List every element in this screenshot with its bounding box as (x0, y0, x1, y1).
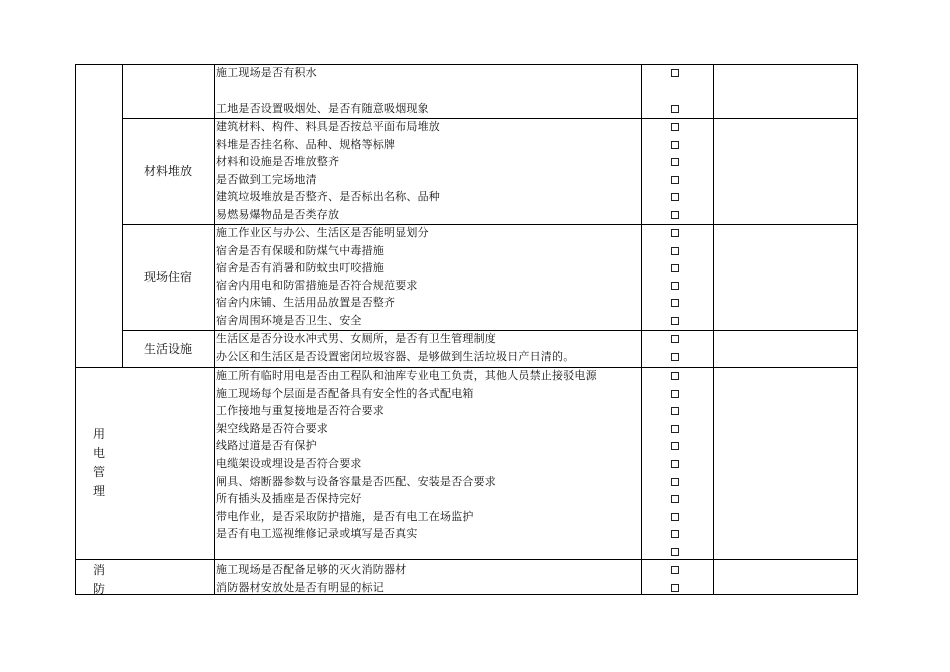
checklist-item: 工地是否设置吸烟处、是否有随意吸烟现象 (216, 102, 429, 115)
checklist-item: 电缆架设或埋设是否符合要求 (216, 457, 362, 470)
check-box[interactable] (671, 247, 679, 255)
check-box[interactable] (671, 211, 679, 219)
check-box[interactable] (671, 442, 679, 450)
subcategory-label: 材料堆放 (143, 164, 192, 178)
checklist-item: 宿舍内床铺、生活用品放置是否整齐 (216, 296, 396, 310)
check-box[interactable] (671, 495, 679, 503)
checklist-item: 建筑垃圾堆放是否整齐、是否标出名称、品种 (216, 190, 440, 204)
row-divider (122, 224, 858, 225)
check-box[interactable] (671, 176, 679, 184)
check-box[interactable] (671, 69, 679, 77)
checklist-item: 施工作业区与办公、生活区是否能明显划分 (216, 226, 429, 239)
check-box[interactable] (671, 407, 679, 415)
row-divider (75, 367, 858, 368)
column-divider (122, 64, 123, 367)
check-box[interactable] (671, 566, 679, 574)
category-label: 用电管理 (93, 427, 106, 498)
check-box[interactable] (671, 282, 679, 290)
checklist-item: 宿舍是否有保暖和防煤气中毒措施 (216, 243, 384, 257)
checklist-item: 施工所有临时用电是否由工程队和油库专业电工负责，其他人员禁止接驳电源 (216, 369, 597, 382)
checklist-item: 施工现场是否配备足够的灭火消防器材 (216, 563, 407, 576)
row-divider (122, 118, 858, 119)
checklist-item: 生活区是否分设水冲式男、女厕所，是否有卫生管理制度 (216, 332, 496, 345)
check-box[interactable] (671, 390, 679, 398)
checklist-item: 消防器材安放处是否有明显的标记 (216, 581, 384, 594)
category-label: 消防 (93, 563, 106, 596)
check-box[interactable] (671, 158, 679, 166)
checklist-item: 建筑材料、构件、料具是否按总平面布局堆放 (216, 120, 440, 133)
checklist-item: 所有插头及插座是否保持完好 (216, 492, 362, 506)
check-box[interactable] (671, 460, 679, 468)
checklist-item: 是否做到工完场地清 (216, 172, 317, 186)
row-divider (75, 559, 858, 560)
checklist-item: 架空线路是否符合要求 (216, 421, 328, 435)
checklist-item: 宿舍周围环境是否卫生、安全 (216, 314, 362, 327)
checklist-item: 施工现场每个层面是否配备具有安全性的各式配电箱 (216, 386, 474, 400)
check-box[interactable] (671, 193, 679, 201)
check-box[interactable] (671, 530, 679, 538)
checklist-item: 易燃易爆物品是否类存放 (216, 208, 340, 221)
check-box[interactable] (671, 372, 679, 380)
check-box[interactable] (671, 264, 679, 272)
checklist-item: 宿舍是否有消暑和防蚊虫叮咬措施 (216, 261, 384, 275)
checklist-item: 线路过道是否有保护 (216, 439, 317, 453)
checklist-item: 工作接地与重复接地是否符合要求 (216, 404, 384, 418)
checklist-item: 带电作业，是否采取防护措施，是否有电工在场监护 (216, 509, 474, 523)
checklist-item: 闸具、熔断器参数与设备容量是否匹配、安装是否合要求 (216, 474, 496, 488)
check-box[interactable] (671, 513, 679, 521)
check-box[interactable] (671, 317, 679, 325)
check-box[interactable] (671, 584, 679, 592)
check-box[interactable] (671, 478, 679, 486)
check-box[interactable] (671, 548, 679, 556)
checklist-item: 料堆是否挂名称、品种、规格等标牌 (216, 137, 396, 151)
check-box[interactable] (671, 353, 679, 361)
row-divider (122, 330, 858, 331)
check-box[interactable] (671, 141, 679, 149)
check-box[interactable] (671, 105, 679, 113)
check-box[interactable] (671, 425, 679, 433)
checklist-item: 办公区和生活区是否设置密闭垃圾容器、是够做到生活垃圾日产日清的。 (216, 349, 575, 363)
check-box[interactable] (671, 299, 679, 307)
checklist-item: 施工现场是否有积水 (216, 66, 317, 79)
subcategory-label: 现场住宿 (143, 270, 192, 284)
check-box[interactable] (671, 123, 679, 131)
check-box[interactable] (671, 229, 679, 237)
check-box[interactable] (671, 335, 679, 343)
subcategory-label: 生活设施 (143, 341, 192, 356)
checklist-item: 是否有电工巡视维修记录或填写是否真实 (216, 527, 418, 541)
checklist-item: 宿舍内用电和防雷措施是否符合规范要求 (216, 278, 418, 292)
checklist-item: 材料和设施是否堆放整齐 (216, 155, 340, 169)
